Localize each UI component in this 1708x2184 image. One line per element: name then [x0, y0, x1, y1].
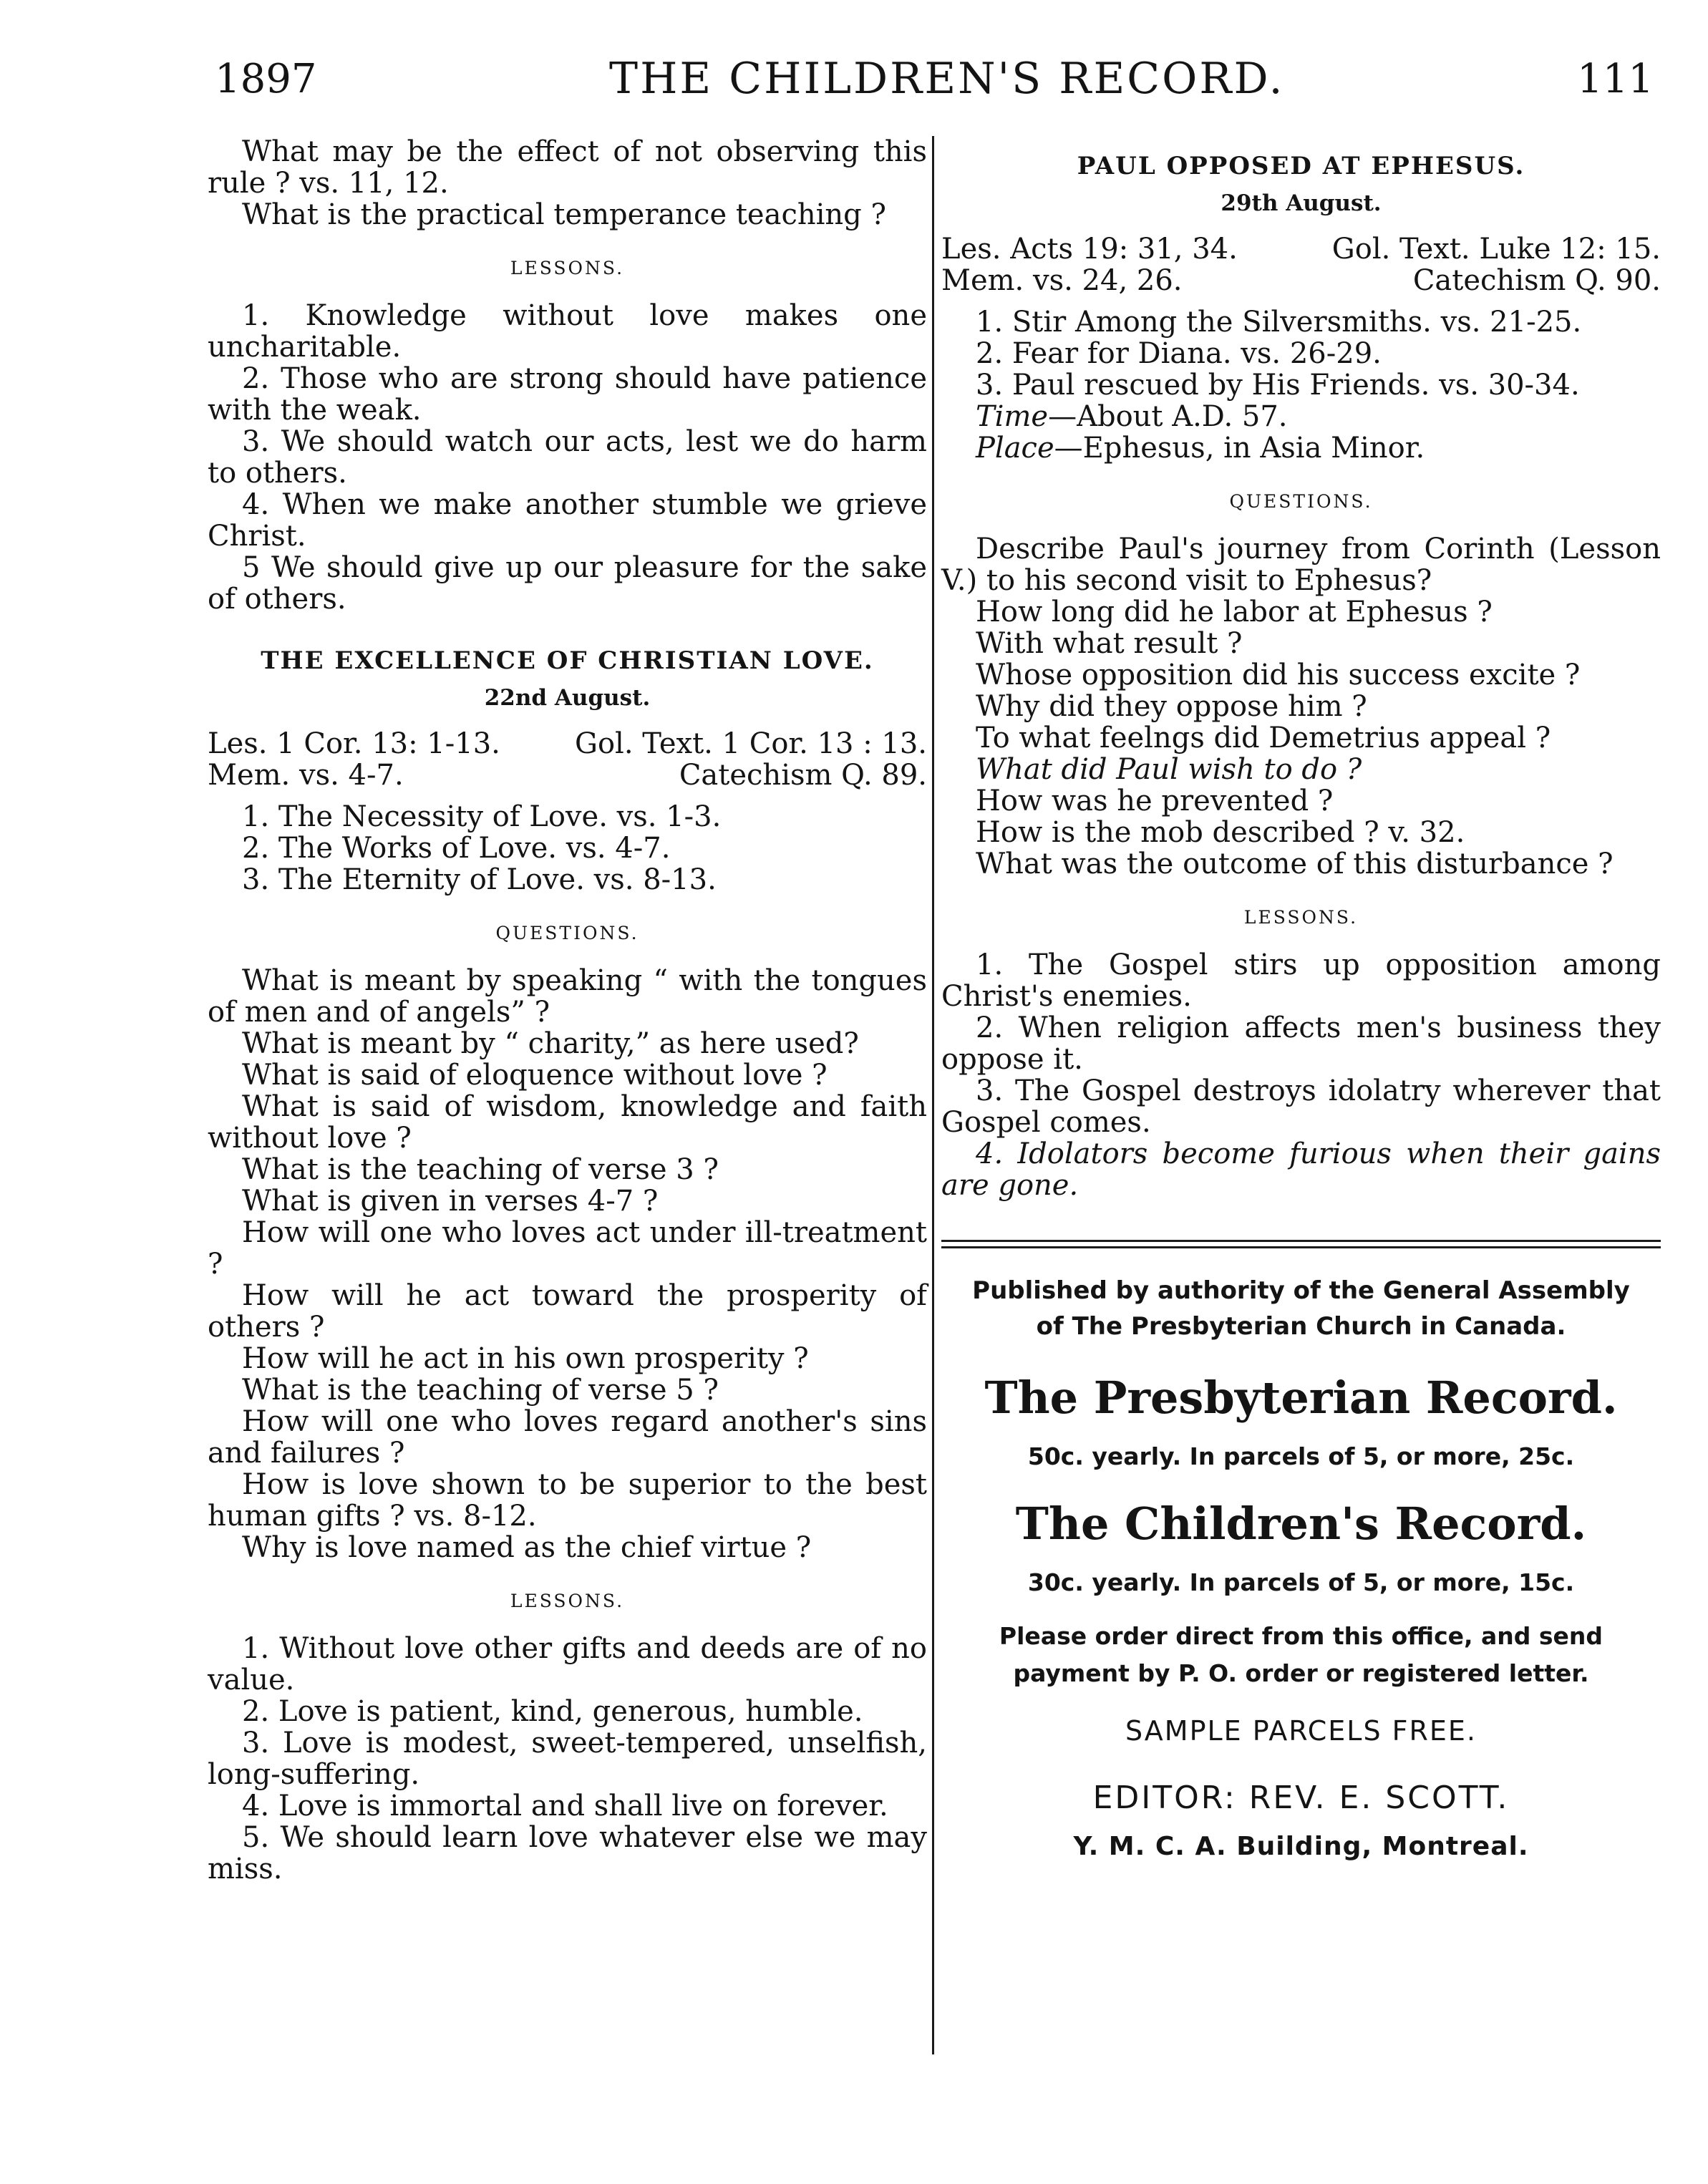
- question-item: How long did he labor at Ephesus ?: [976, 596, 1493, 628]
- question-item: With what result ?: [976, 627, 1243, 660]
- intro-question: What may be the effect of not observing this rule ? vs. 11, 12.: [208, 135, 927, 200]
- order-line: payment by P. O. order or registered letter.: [1013, 1659, 1589, 1687]
- page-header: [215, 50, 1654, 107]
- outline-item: 2. The Works of Love. vs. 4-7.: [242, 832, 671, 865]
- outline-item: 2. Fear for Diana. vs. 26-29.: [976, 337, 1382, 370]
- time-value: —About A.D. 57.: [1048, 400, 1288, 433]
- lesson-item: 2. Love is patient, kind, generous, humble.: [242, 1695, 863, 1728]
- header-year: 1897: [215, 55, 317, 102]
- lessons-heading: LESSONS.: [510, 258, 625, 278]
- editor-line: EDITOR: REV. E. SCOTT.: [1092, 1780, 1510, 1816]
- lesson-item: 4. Love is immortal and shall live on forever.: [242, 1790, 888, 1823]
- lesson-item: 2. When religion affects men's business they oppose it.: [941, 1011, 1661, 1076]
- lesson-item: 4. Idolators become furious when their gains are gone.: [941, 1137, 1661, 1202]
- outline-item: 3. The Eternity of Love. vs. 8-13.: [242, 863, 717, 896]
- question-item: How will one who loves act under ill-treatment ?: [208, 1216, 927, 1281]
- question-item: How is the mob described ? v. 32.: [976, 816, 1465, 849]
- lesson-item: 1. The Gospel stirs up opposition among Christ's enemies.: [941, 948, 1661, 1013]
- header-page-number: 111: [1577, 55, 1654, 102]
- publisher-notice: [941, 1273, 1661, 1861]
- question-item: How will he act in his own prosperity ?: [242, 1342, 809, 1375]
- memory-verses: Mem. vs. 24, 26.: [941, 264, 1183, 297]
- question-item: How will one who loves regard another's sins and failures ?: [208, 1405, 927, 1470]
- right-column: [941, 136, 1661, 1861]
- memory-reference: [941, 265, 1661, 296]
- golden-text: Gol. Text. 1 Cor. 13 : 13.: [575, 727, 927, 760]
- memory-verses: Mem. vs. 4-7.: [208, 759, 404, 792]
- order-line: Please order direct from this office, and send: [999, 1622, 1603, 1650]
- lesson-item: 5. We should learn love whatever else we may miss.: [208, 1821, 927, 1885]
- question-item: Why is love named as the chief virtue ?: [242, 1531, 812, 1564]
- section-date: 29th August.: [1221, 190, 1382, 216]
- question-item: What was the outcome of this disturbance ?: [976, 848, 1614, 880]
- question-item: What is meant by “ charity,” as here used?: [242, 1027, 859, 1060]
- lesson-passage: Les. Acts 19: 31, 34.: [941, 233, 1238, 266]
- published-by-line: Published by authority of the General Assembly: [972, 1276, 1630, 1305]
- intro-question: What is the practical temperance teaching ?: [242, 198, 886, 231]
- lesson-reference: [941, 233, 1661, 265]
- header-title: THE CHILDREN'S RECORD.: [609, 54, 1285, 104]
- lesson-item: 4. When we make another stumble we grieve Christ.: [208, 488, 927, 553]
- lesson-item: 1. Without love other gifts and deeds are of no value.: [208, 1632, 927, 1697]
- question-item: To what feelngs did Demetrius appeal ?: [976, 722, 1551, 754]
- sample-parcels-notice: SAMPLE PARCELS FREE.: [1125, 1715, 1477, 1747]
- question-item: What is meant by speaking “ with the tongues of men and of angels” ?: [208, 964, 927, 1029]
- published-by-line: of The Presbyterian Church in Canada.: [1036, 1312, 1566, 1341]
- lesson-item: 3. The Gospel destroys idolatry wherever that Gospel comes.: [941, 1074, 1661, 1139]
- section-title: THE EXCELLENCE OF CHRISTIAN LOVE.: [261, 646, 874, 675]
- outline-item: 1. The Necessity of Love. vs. 1-3.: [242, 800, 722, 833]
- catechism-ref: Catechism Q. 89.: [679, 759, 927, 792]
- questions-heading: QUESTIONS.: [1229, 491, 1373, 512]
- outline-item: 1. Stir Among the Silversmiths. vs. 21-25.: [976, 306, 1582, 339]
- question-item: What is given in verses 4-7 ?: [242, 1185, 659, 1218]
- place-line: [941, 432, 1661, 464]
- golden-text: Gol. Text. Luke 12: 15.: [1331, 233, 1661, 266]
- lessons-heading: LESSONS.: [1243, 907, 1359, 928]
- question-item: What is the teaching of verse 5 ?: [242, 1374, 719, 1407]
- time-label: Time: [976, 400, 1049, 433]
- lesson-item: 2. Those who are strong should have patience with the weak.: [208, 362, 927, 427]
- time-line: [941, 401, 1661, 432]
- lesson-item: 1. Knowledge without love makes one uncharitable.: [208, 299, 927, 364]
- lesson-reference: [208, 728, 927, 759]
- lesson-item: 3. Love is modest, sweet-tempered, unselfish, long-suffering.: [208, 1727, 927, 1791]
- section-title: PAUL OPPOSED AT EPHESUS.: [1077, 152, 1525, 180]
- question-item: Why did they oppose him ?: [976, 690, 1367, 723]
- outline-item: 3. Paul rescued by His Friends. vs. 30-34.: [976, 369, 1580, 402]
- childrens-record-masthead: The Children's Record.: [1015, 1498, 1587, 1550]
- childrens-record-price: 30c. yearly. In parcels of 5, or more, 15c.: [1027, 1568, 1575, 1596]
- lessons-heading: LESSONS.: [510, 1591, 625, 1611]
- question-item: What is the teaching of verse 3 ?: [242, 1153, 719, 1186]
- order-instructions: [941, 1618, 1661, 1692]
- question-item: What did Paul wish to do ?: [976, 753, 1362, 786]
- question-item: How is love shown to be superior to the best human gifts ? vs. 8-12.: [208, 1468, 927, 1533]
- question-item: How will he act toward the prosperity of others ?: [208, 1279, 927, 1344]
- catechism-ref: Catechism Q. 90.: [1412, 264, 1661, 297]
- presbyterian-record-price: 50c. yearly. In parcels of 5, or more, 25c.: [1027, 1442, 1575, 1470]
- question-item: What is said of wisdom, knowledge and faith without love ?: [208, 1090, 927, 1155]
- left-column: [208, 136, 927, 1885]
- lesson-passage: Les. 1 Cor. 13: 1-13.: [208, 727, 500, 760]
- address-line: Y. M. C. A. Building, Montreal.: [1073, 1832, 1529, 1861]
- lesson-item: 3. We should watch our acts, lest we do harm to others.: [208, 425, 927, 490]
- questions-heading: QUESTIONS.: [495, 923, 639, 943]
- question-item: Whose opposition did his success excite ?: [976, 659, 1581, 691]
- question-item: What is said of eloquence without love ?: [242, 1059, 828, 1092]
- column-divider: [932, 136, 934, 2054]
- section-date: 22nd August.: [484, 685, 651, 711]
- place-label: Place: [976, 432, 1054, 465]
- double-rule: [941, 1240, 1661, 1248]
- presbyterian-record-masthead: The Presbyterian Record.: [984, 1372, 1618, 1424]
- question-item: Describe Paul's journey from Corinth (Lesson V.) to his second visit to Ephesus?: [941, 533, 1661, 597]
- lesson-item: 5 We should give up our pleasure for the sake of others.: [208, 551, 927, 616]
- place-value: —Ephesus, in Asia Minor.: [1054, 432, 1425, 465]
- memory-reference: [208, 759, 927, 791]
- question-item: How was he prevented ?: [976, 785, 1334, 817]
